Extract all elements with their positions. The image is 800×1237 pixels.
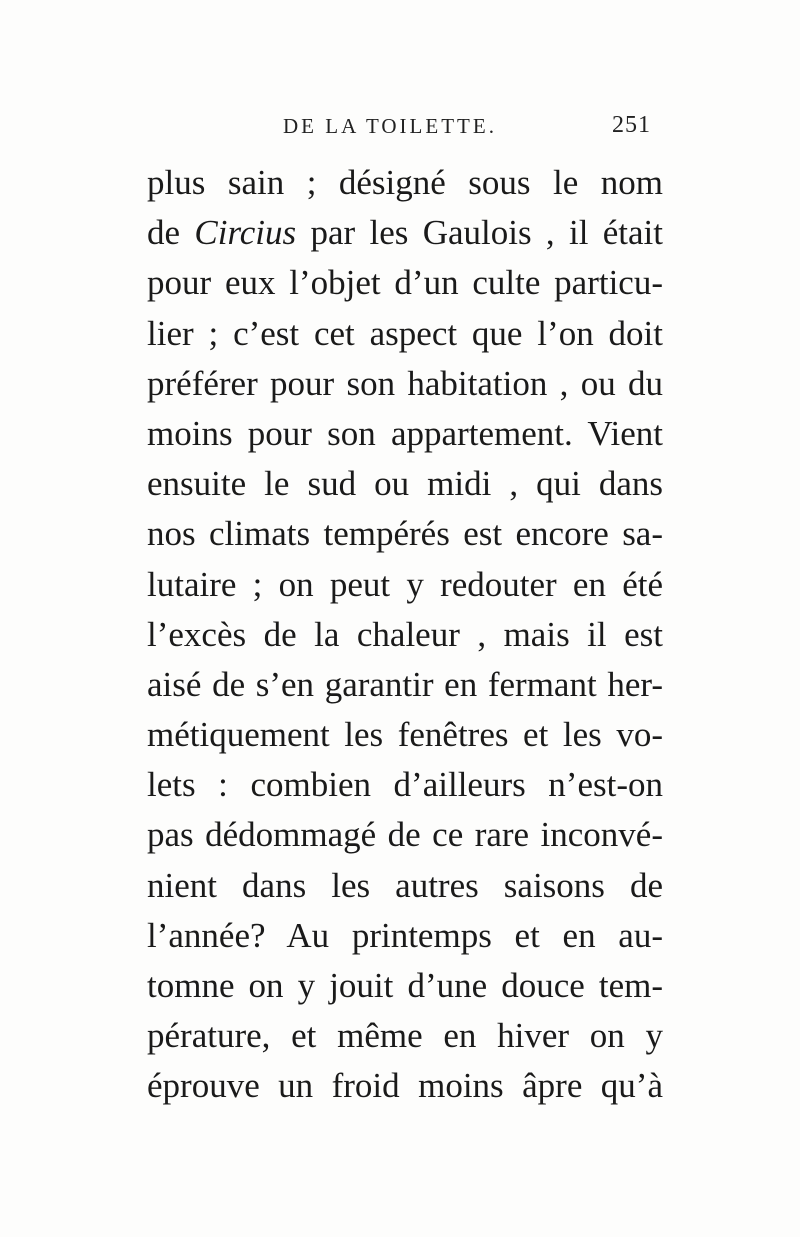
text-line: préférer pour son habitation , ou du <box>147 363 663 403</box>
running-title: DE LA TOILETTE. <box>283 114 497 138</box>
text-line: lets : combien d’ailleurs n’est-on <box>147 765 663 805</box>
text-line: l’année? Au printemps et en au- <box>147 915 663 955</box>
text-line: lier ; c’est cet aspect que l’on doit <box>147 313 663 353</box>
italic-term: Circius <box>194 213 297 253</box>
page-number: 251 <box>612 112 651 138</box>
text-line: ensuite le sud ou midi , qui dans <box>147 464 663 504</box>
body-text <box>147 158 663 1112</box>
text-line: nos climats tempérés est encore sa- <box>147 514 663 554</box>
text-line: l’excès de la chaleur , mais il est <box>147 614 663 654</box>
text-fragment: de <box>147 213 181 253</box>
text-line: aisé de s’en garantir en fermant her- <box>147 664 663 704</box>
text-line: tomne on y jouit d’une douce tem- <box>147 966 663 1005</box>
text-line <box>147 208 663 258</box>
text-fragment: par les Gaulois , il était <box>310 213 664 253</box>
text-line: métiquement les fenêtres et les vo- <box>147 715 663 755</box>
text-line: lutaire ; on peut y redouter en été <box>147 564 663 604</box>
text-line: éprouve un froid moins âpre qu’à <box>147 1066 663 1106</box>
text-line: plus sain ; désigné sous le nom <box>147 163 663 202</box>
text-line: pas dédommagé de ce rare inconvé- <box>147 815 663 855</box>
text-line: pérature, et même en hiver on y <box>147 1016 663 1056</box>
text-line: nient dans les autres saisons de <box>147 865 663 905</box>
text-line: moins pour son appartement. Vient <box>147 413 663 453</box>
text-line: pour eux l’objet d’un culte particu- <box>147 263 663 303</box>
